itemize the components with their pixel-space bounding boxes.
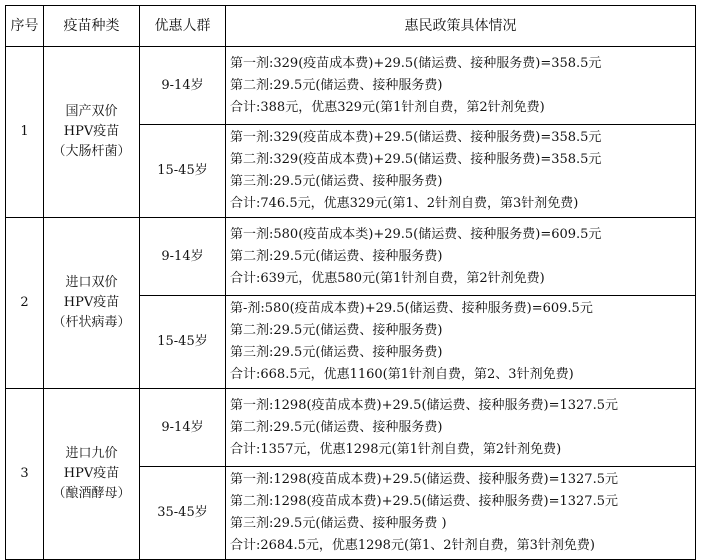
policy-line: 合计:388元，优惠329元(第1针剂自费，第2针剂免费) xyxy=(230,99,545,115)
vaccine-line: 国产双价 xyxy=(65,104,118,119)
vaccine-line: 进口九价 xyxy=(65,446,118,461)
policy-details xyxy=(226,467,696,560)
policy-details xyxy=(226,218,696,296)
row-index: 2 xyxy=(6,218,44,389)
age-group: 15-45岁 xyxy=(140,125,226,218)
policy-line: 第一剂:329(疫苗成本费)+29.5(储运费、接种服务费)=358.5元 xyxy=(230,130,602,145)
table-row xyxy=(6,389,696,467)
policy-line: 第二剂:1298(疫苗成本费)+29.5(储运费、接种服务费)=1327.5元 xyxy=(230,494,618,509)
vaccine-line: （大肠杆菌） xyxy=(52,144,131,159)
policy-line: 第一剂:580(疫苗成本类)+29.5(储运费、接种服务费)=609.5元 xyxy=(230,226,602,242)
header-details: 惠民政策具体情况 xyxy=(226,6,696,47)
policy-line: 合计:1357元，优惠1298元(第1针剂自费，第2针剂免费) xyxy=(230,441,562,457)
policy-line: 第二剂:329(疫苗成本费)+29.5(储运费、接种服务费)=358.5元 xyxy=(230,152,602,167)
policy-line: 第二剂:29.5元(储运费、接种服务费) xyxy=(230,248,443,264)
header-index: 序号 xyxy=(6,6,44,47)
policy-line: 第二剂:29.5元(储运费、接种服务费) xyxy=(230,419,443,435)
vaccine-type xyxy=(44,389,140,560)
policy-line: 第三剂:29.5元(储运费、接种服务费) xyxy=(230,345,443,360)
policy-details xyxy=(226,125,696,218)
policy-line: 第-剂:580(疫苗成本费)+29.5(储运费、接种服务费)=609.5元 xyxy=(230,301,593,316)
policy-line: 第一剂:1298(疫苗成本费)+29.5(储运费、接种服务费)=1327.5元 xyxy=(230,472,618,487)
policy-line: 第一剂:1298(疫苗成本费)+29.5(储运费、接种服务费)=1327.5元 xyxy=(230,397,618,413)
vaccine-line: （杆状病毒） xyxy=(52,315,131,330)
policy-line: 第三剂:29.5元(储运费、接种服务费 ) xyxy=(230,516,447,531)
header-group: 优惠人群 xyxy=(140,6,226,47)
policy-line: 合计:668.5元，优惠1160(第1针剂自费，第2、3针剂免费) xyxy=(230,367,574,382)
vaccine-line: （酿酒酵母） xyxy=(52,486,131,501)
age-group: 15-45岁 xyxy=(140,296,226,389)
vaccine-line: 进口双价 xyxy=(65,275,118,290)
vaccine-type xyxy=(44,47,140,218)
policy-line: 第三剂:29.5元(储运费、接种服务费) xyxy=(230,174,443,189)
header-vaccine: 疫苗种类 xyxy=(44,6,140,47)
policy-details xyxy=(226,47,696,125)
header-row xyxy=(6,6,696,47)
age-group: 35-45岁 xyxy=(140,467,226,560)
table-row xyxy=(6,47,696,125)
age-group: 9-14岁 xyxy=(140,389,226,467)
vaccine-line: HPV疫苗 xyxy=(63,124,120,139)
vaccine-line: HPV疫苗 xyxy=(63,295,120,310)
table-row xyxy=(6,218,696,296)
vaccine-line: HPV疫苗 xyxy=(63,466,120,481)
row-index: 1 xyxy=(6,47,44,218)
age-group: 9-14岁 xyxy=(140,47,226,125)
policy-details xyxy=(226,389,696,467)
policy-line: 第二剂:29.5元(储运费、接种服务费) xyxy=(230,77,443,93)
row-index: 3 xyxy=(6,389,44,560)
policy-line: 第二剂:29.5元(储运费、接种服务费) xyxy=(230,323,443,338)
vaccine-type xyxy=(44,218,140,389)
hpv-policy-table xyxy=(5,5,696,560)
age-group: 9-14岁 xyxy=(140,218,226,296)
policy-line: 合计:639元，优惠580元(第1针剂自费，第2针剂免费) xyxy=(230,270,545,286)
policy-details xyxy=(226,296,696,389)
policy-line: 合计:746.5元，优惠329元(第1、2针剂自费，第3针剂免费) xyxy=(230,196,579,211)
policy-line: 合计:2684.5元，优惠1298元(第1、2针剂自费，第3针剂免费) xyxy=(230,538,595,553)
policy-line: 第一剂:329(疫苗成本费)+29.5(储运费、接种服务费)=358.5元 xyxy=(230,55,602,71)
